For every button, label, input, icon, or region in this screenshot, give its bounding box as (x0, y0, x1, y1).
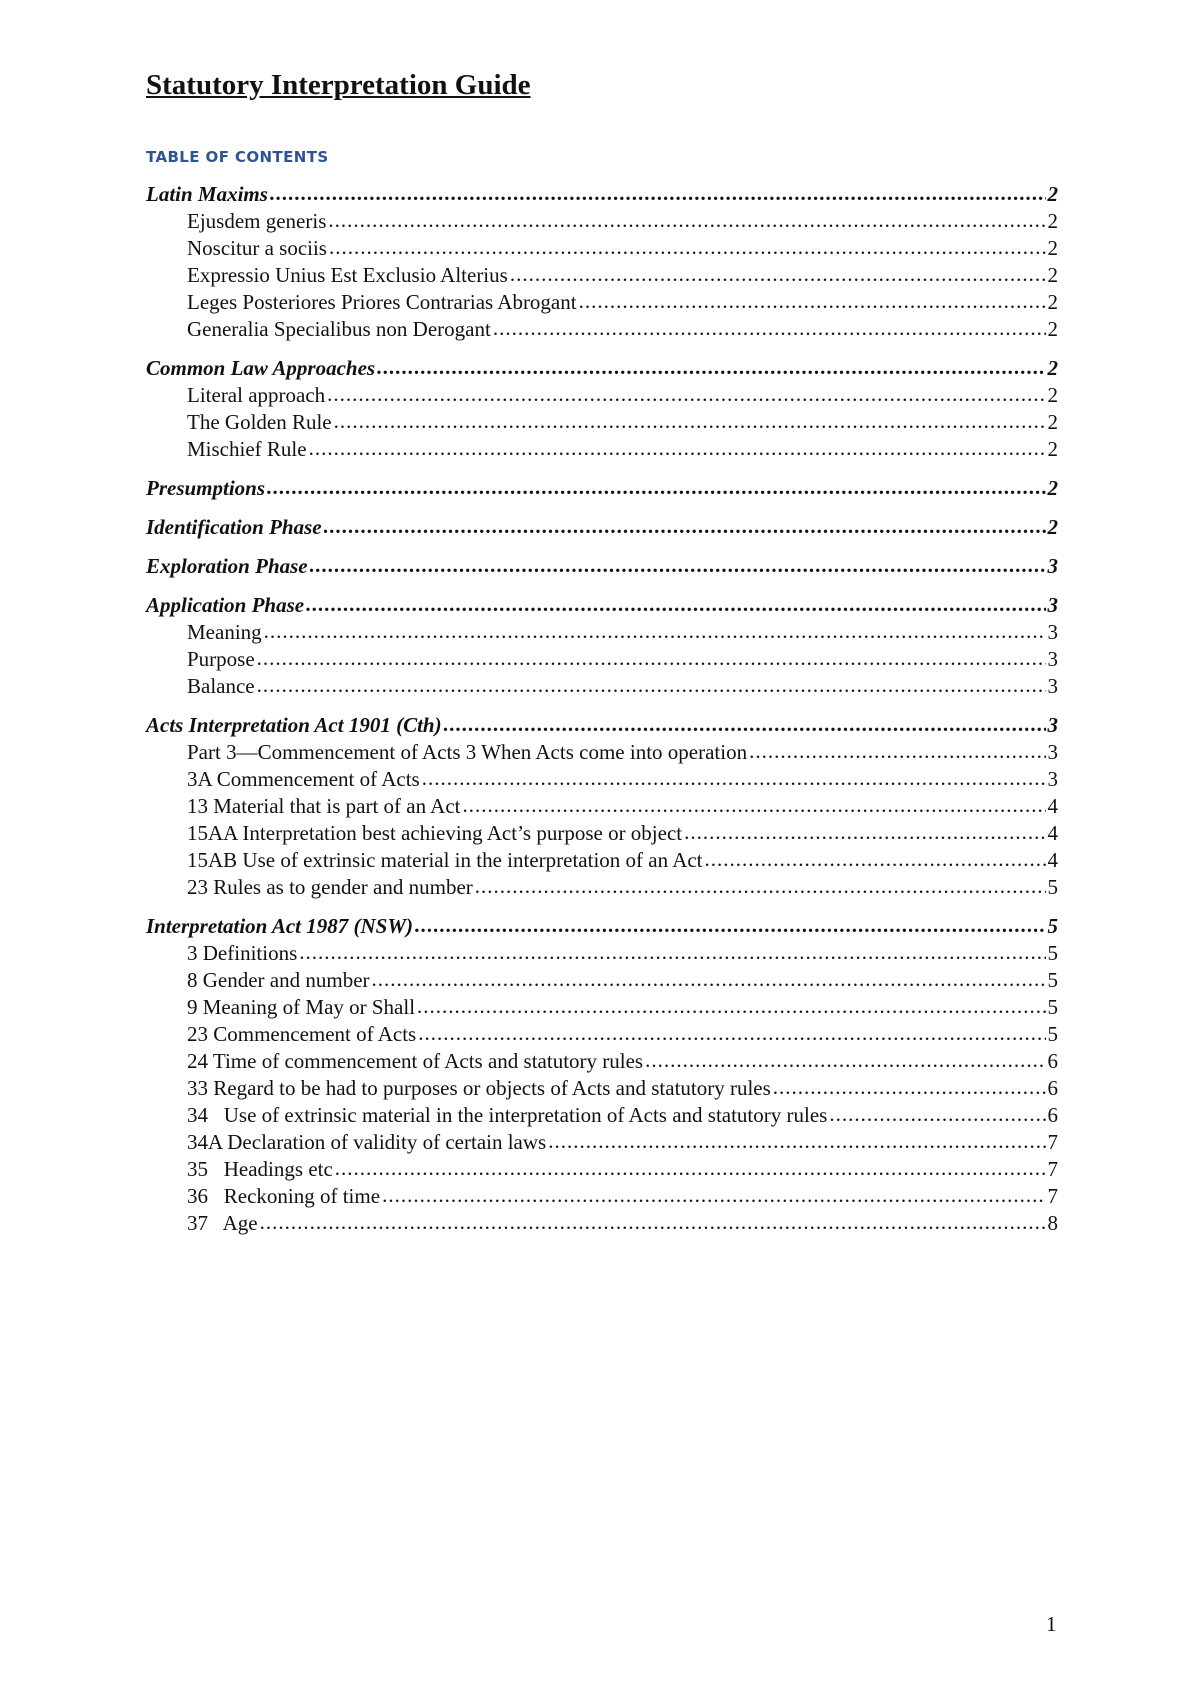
toc-page-number: 2 (1047, 317, 1058, 341)
dot-leader (417, 993, 1045, 1020)
toc-entry-label: 15AB Use of extrinsic material in the interpretation of an Act (187, 848, 703, 872)
dot-leader (773, 1074, 1046, 1101)
toc-entry-purpose[interactable] (146, 646, 1058, 673)
dot-leader (324, 513, 1046, 540)
toc-entry-label: 34A Declaration of validity of certain laws (187, 1130, 547, 1154)
toc-entry-label: Meaning (187, 620, 262, 644)
toc-section-exploration-phase[interactable] (146, 553, 1058, 580)
toc-entry-15aa-interpretation[interactable] (146, 820, 1058, 847)
toc-entry-label: 3A Commencement of Acts (187, 767, 420, 791)
dot-leader (264, 618, 1046, 645)
toc-page-number: 3 (1047, 554, 1058, 578)
toc-page-number: 4 (1047, 821, 1058, 845)
dot-leader (335, 1155, 1046, 1182)
dot-leader (829, 1101, 1045, 1128)
table-of-contents (146, 181, 1058, 1237)
toc-entry-label: Purpose (187, 647, 255, 671)
dot-leader (372, 966, 1046, 993)
toc-entry-label: Application Phase (146, 593, 305, 617)
toc-entry-label: Interpretation Act 1987 (NSW) (146, 914, 413, 938)
dot-leader (705, 846, 1046, 873)
dot-leader (422, 765, 1046, 792)
toc-entry-label: Exploration Phase (146, 554, 308, 578)
toc-page-number: 3 (1047, 647, 1058, 671)
toc-page-number: 4 (1047, 848, 1058, 872)
toc-entry-ejusdem-generis[interactable] (146, 208, 1058, 235)
toc-entry-label: 23 Commencement of Acts (187, 1022, 417, 1046)
toc-entry-23-gender-number[interactable] (146, 874, 1058, 901)
toc-entry-label: Balance (187, 674, 255, 698)
toc-entry-label: The Golden Rule (187, 410, 332, 434)
dot-leader (444, 711, 1046, 738)
dot-leader (749, 738, 1045, 765)
dot-leader (334, 408, 1046, 435)
toc-page-number: 5 (1047, 914, 1058, 938)
toc-entry-3-definitions[interactable] (146, 940, 1058, 967)
toc-page-number: 6 (1047, 1049, 1058, 1073)
toc-entry-label: 37 Age (187, 1211, 258, 1235)
toc-page-number: 8 (1047, 1211, 1058, 1235)
dot-leader (382, 1182, 1045, 1209)
dot-leader (309, 435, 1046, 462)
toc-page-number: 5 (1047, 995, 1058, 1019)
toc-page-number: 2 (1047, 476, 1058, 500)
toc-page-number: 3 (1047, 593, 1058, 617)
toc-entry-34-extrinsic-material[interactable] (146, 1102, 1058, 1129)
toc-entry-leges-posteriores[interactable] (146, 289, 1058, 316)
toc-entry-label: Literal approach (187, 383, 326, 407)
toc-entry-label: Identification Phase (146, 515, 322, 539)
toc-entry-label: 33 Regard to be had to purposes or objects of Acts and statutory rules (187, 1076, 771, 1100)
page-number: 1 (1046, 1612, 1057, 1636)
dot-leader (684, 819, 1045, 846)
toc-entry-label: 36 Reckoning of time (187, 1184, 381, 1208)
toc-entry-label: Presumptions (146, 476, 266, 500)
toc-entry-24-time-of-commencement[interactable] (146, 1048, 1058, 1075)
dot-leader (257, 645, 1046, 672)
toc-page-number: 2 (1047, 263, 1058, 287)
toc-section-acts-interpretation-act-1901[interactable] (146, 712, 1058, 739)
toc-entry-label: 13 Material that is part of an Act (187, 794, 461, 818)
toc-entry-33-purposes-objects[interactable] (146, 1075, 1058, 1102)
toc-entry-part-3-commencement[interactable] (146, 739, 1058, 766)
toc-page-number: 2 (1047, 290, 1058, 314)
toc-page-number: 3 (1047, 767, 1058, 791)
toc-entry-34a-validity[interactable] (146, 1129, 1058, 1156)
toc-page-number: 2 (1047, 410, 1058, 434)
toc-entry-label: 15AA Interpretation best achieving Act’s purpose or object (187, 821, 683, 845)
toc-entry-label: 3 Definitions (187, 941, 298, 965)
toc-entry-label: Generalia Specialibus non Derogant (187, 317, 491, 341)
dot-leader (415, 912, 1046, 939)
toc-entry-label: Common Law Approaches (146, 356, 376, 380)
toc-entry-label: Acts Interpretation Act 1901 (Cth) (146, 713, 442, 737)
toc-page-number: 5 (1047, 941, 1058, 965)
toc-entry-label: 23 Rules as to gender and number (187, 875, 473, 899)
toc-entry-label: 34 Use of extrinsic material in the interpretation of Acts and statutory rules (187, 1103, 828, 1127)
toc-entry-label: 24 Time of commencement of Acts and statutory rules (187, 1049, 644, 1073)
toc-entry-8-gender-number[interactable] (146, 967, 1058, 994)
toc-entry-label: 8 Gender and number (187, 968, 370, 992)
toc-entry-37-age[interactable] (146, 1210, 1058, 1237)
document-title: Statutory Interpretation Guide (146, 69, 531, 101)
toc-page-number: 6 (1047, 1076, 1058, 1100)
toc-entry-label: Ejusdem generis (187, 209, 327, 233)
toc-page-number: 2 (1047, 437, 1058, 461)
toc-section-presumptions[interactable] (146, 475, 1058, 502)
toc-page-number: 5 (1047, 968, 1058, 992)
dot-leader (510, 261, 1046, 288)
toc-entry-mischief-rule[interactable] (146, 436, 1058, 463)
toc-entry-noscitur-a-sociis[interactable] (146, 235, 1058, 262)
dot-leader (327, 381, 1045, 408)
toc-entry-label: Leges Posteriores Priores Contrarias Abrogant (187, 290, 577, 314)
toc-page-number: 4 (1047, 794, 1058, 818)
toc-section-identification-phase[interactable] (146, 514, 1058, 541)
toc-entry-35-headings[interactable] (146, 1156, 1058, 1183)
toc-page-number: 2 (1047, 356, 1058, 380)
toc-page-number: 3 (1047, 674, 1058, 698)
toc-entry-36-reckoning-of-time[interactable] (146, 1183, 1058, 1210)
toc-page-number: 3 (1047, 740, 1058, 764)
dot-leader (328, 207, 1045, 234)
dot-leader (310, 552, 1046, 579)
dot-leader (270, 180, 1046, 207)
toc-entry-label: Mischief Rule (187, 437, 307, 461)
toc-page-number: 2 (1047, 236, 1058, 260)
dot-leader (329, 234, 1046, 261)
dot-leader (579, 288, 1046, 315)
toc-entry-label: Part 3—Commencement of Acts 3 When Acts come into operation (187, 740, 748, 764)
toc-entry-23-commencement[interactable] (146, 1021, 1058, 1048)
toc-entry-15ab-extrinsic-material[interactable] (146, 847, 1058, 874)
toc-entry-9-may-or-shall[interactable] (146, 994, 1058, 1021)
toc-page-number: 3 (1047, 713, 1058, 737)
dot-leader (299, 939, 1045, 966)
toc-section-latin-maxims[interactable] (146, 181, 1058, 208)
toc-entry-label: 35 Headings etc (187, 1157, 333, 1181)
dot-leader (463, 792, 1046, 819)
toc-entry-generalia-specialibus[interactable] (146, 316, 1058, 343)
toc-page-number: 5 (1047, 875, 1058, 899)
toc-page-number: 2 (1047, 209, 1058, 233)
toc-entry-expressio-unius[interactable] (146, 262, 1058, 289)
toc-heading: TABLE OF CONTENTS (146, 148, 329, 166)
toc-page-number: 5 (1047, 1022, 1058, 1046)
toc-section-application-phase[interactable] (146, 592, 1058, 619)
toc-page-number: 6 (1047, 1103, 1058, 1127)
dot-leader (267, 474, 1045, 501)
toc-entry-meaning[interactable] (146, 619, 1058, 646)
toc-page-number: 7 (1047, 1130, 1058, 1154)
toc-entry-literal-approach[interactable] (146, 382, 1058, 409)
dot-leader (645, 1047, 1045, 1074)
dot-leader (548, 1128, 1045, 1155)
dot-leader (260, 1209, 1046, 1236)
dot-leader (306, 591, 1045, 618)
toc-entry-3a-commencement[interactable] (146, 766, 1058, 793)
toc-entry-label: 9 Meaning of May or Shall (187, 995, 416, 1019)
toc-page-number: 2 (1047, 515, 1058, 539)
toc-entry-label: Expressio Unius Est Exclusio Alterius (187, 263, 508, 287)
dot-leader (377, 354, 1045, 381)
dot-leader (475, 873, 1046, 900)
toc-page-number: 3 (1047, 620, 1058, 644)
toc-page-number: 7 (1047, 1184, 1058, 1208)
toc-entry-golden-rule[interactable] (146, 409, 1058, 436)
dot-leader (418, 1020, 1045, 1047)
toc-page-number: 2 (1047, 182, 1058, 206)
toc-section-interpretation-act-1987[interactable] (146, 913, 1058, 940)
toc-entry-balance[interactable] (146, 673, 1058, 700)
dot-leader (257, 672, 1046, 699)
toc-page-number: 7 (1047, 1157, 1058, 1181)
toc-entry-label: Latin Maxims (146, 182, 268, 206)
toc-section-common-law-approaches[interactable] (146, 355, 1058, 382)
toc-page-number: 2 (1047, 383, 1058, 407)
toc-entry-13-material[interactable] (146, 793, 1058, 820)
toc-entry-label: Noscitur a sociis (187, 236, 327, 260)
dot-leader (493, 315, 1046, 342)
